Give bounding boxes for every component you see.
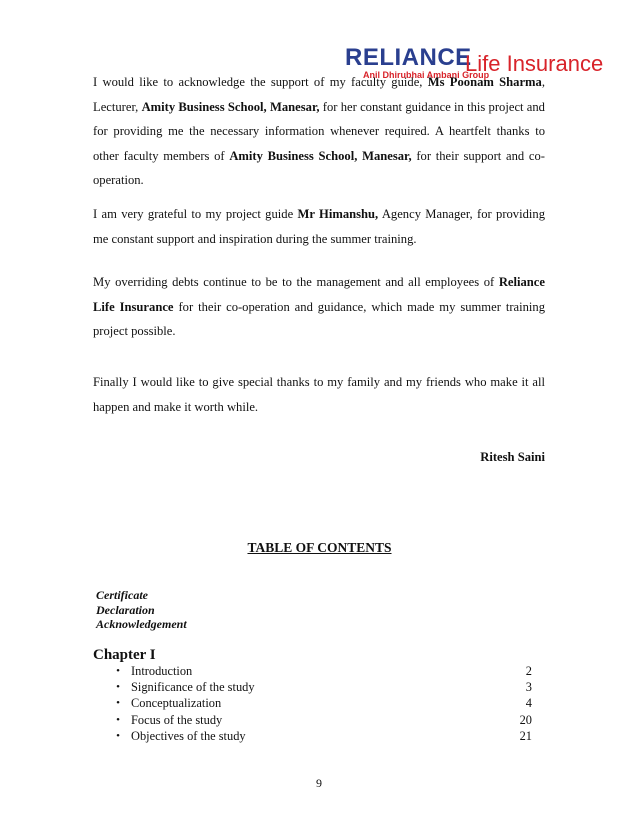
toc-entry — [112, 663, 532, 679]
company-name: Reliance Life Insurance — [93, 275, 545, 314]
text-run: for their co-operation and guidance, which made my summer training project possible. — [93, 299, 546, 338]
guide-name: Ms Poonam Sharma — [427, 75, 542, 89]
bullet-icon: • — [116, 681, 120, 694]
institution-name: Amity Business School, Manesar, — [141, 99, 320, 114]
front-matter-list — [96, 588, 187, 632]
text-run: for their support and co-operation. — [93, 148, 545, 187]
text-run: Agency Manager, for providing me constant support and inspiration during the summer training. — [93, 207, 545, 246]
toc-entry — [112, 728, 532, 744]
text-run: I would like to acknowledge the support of my faculty guide, — [93, 75, 428, 89]
front-matter-item: Acknowledgement — [96, 617, 187, 631]
acknowledgement-paragraph-2 — [93, 202, 545, 251]
bullet-icon: • — [116, 713, 120, 726]
bullet-icon: • — [116, 665, 120, 677]
text-run: , Lecturer, — [93, 75, 545, 114]
toc-entry-list — [112, 663, 532, 744]
bullet-icon: • — [116, 697, 120, 710]
toc-entry-page: 2 — [525, 664, 532, 678]
toc-entry-page: 20 — [519, 712, 532, 727]
toc-entry-label: Objectives of the study — [131, 728, 246, 743]
toc-entry-label: Conceptualization — [131, 696, 222, 711]
author-signature: Ritesh Saini — [480, 450, 545, 464]
text-run: Finally I would like to give special thanks to my family and my friends who make it all happen and make it worth while. — [93, 375, 545, 414]
toc-entry-label: Introduction — [131, 664, 193, 678]
toc-title-text: TABLE OF CONTENTS — [247, 540, 392, 555]
text-run: I am very grateful to my project guide — [93, 207, 298, 221]
toc-entry — [112, 695, 532, 711]
front-matter-item: Certificate — [96, 588, 148, 602]
logo-tagline: Life Insurance — [465, 51, 604, 76]
front-matter-item: Declaration — [96, 602, 155, 617]
project-guide-name: Mr Himanshu, — [297, 207, 379, 221]
acknowledgement-paragraph-3 — [93, 270, 545, 344]
toc-entry-page: 3 — [525, 680, 532, 695]
toc-entry-page: 4 — [525, 696, 532, 711]
bullet-icon: • — [116, 729, 120, 742]
toc-title — [0, 538, 638, 558]
text-run: for her constant guidance in this project and for providing me the necessary information whenever required. A heartfelt thanks to other faculty members of — [93, 99, 545, 163]
text-run: My overriding debts continue to be to the management and all employees of — [93, 275, 499, 289]
toc-entry — [112, 712, 532, 728]
chapter-heading: Chapter I — [93, 647, 156, 663]
institution-name: Amity Business School, Manesar, — [229, 148, 412, 163]
logo-subline: Anil Dhirubhai Ambani Group — [363, 70, 490, 80]
logo-wordmark: RELIANCE — [345, 44, 472, 71]
acknowledgement-paragraph-4 — [93, 370, 545, 419]
acknowledgement-paragraph-1 — [93, 70, 545, 193]
toc-entry-page: 21 — [519, 728, 532, 743]
toc-entry-label: Focus of the study — [131, 712, 223, 727]
toc-entry — [112, 679, 532, 695]
toc-entry-label: Significance of the study — [131, 680, 255, 695]
page-number: 9 — [316, 776, 322, 790]
